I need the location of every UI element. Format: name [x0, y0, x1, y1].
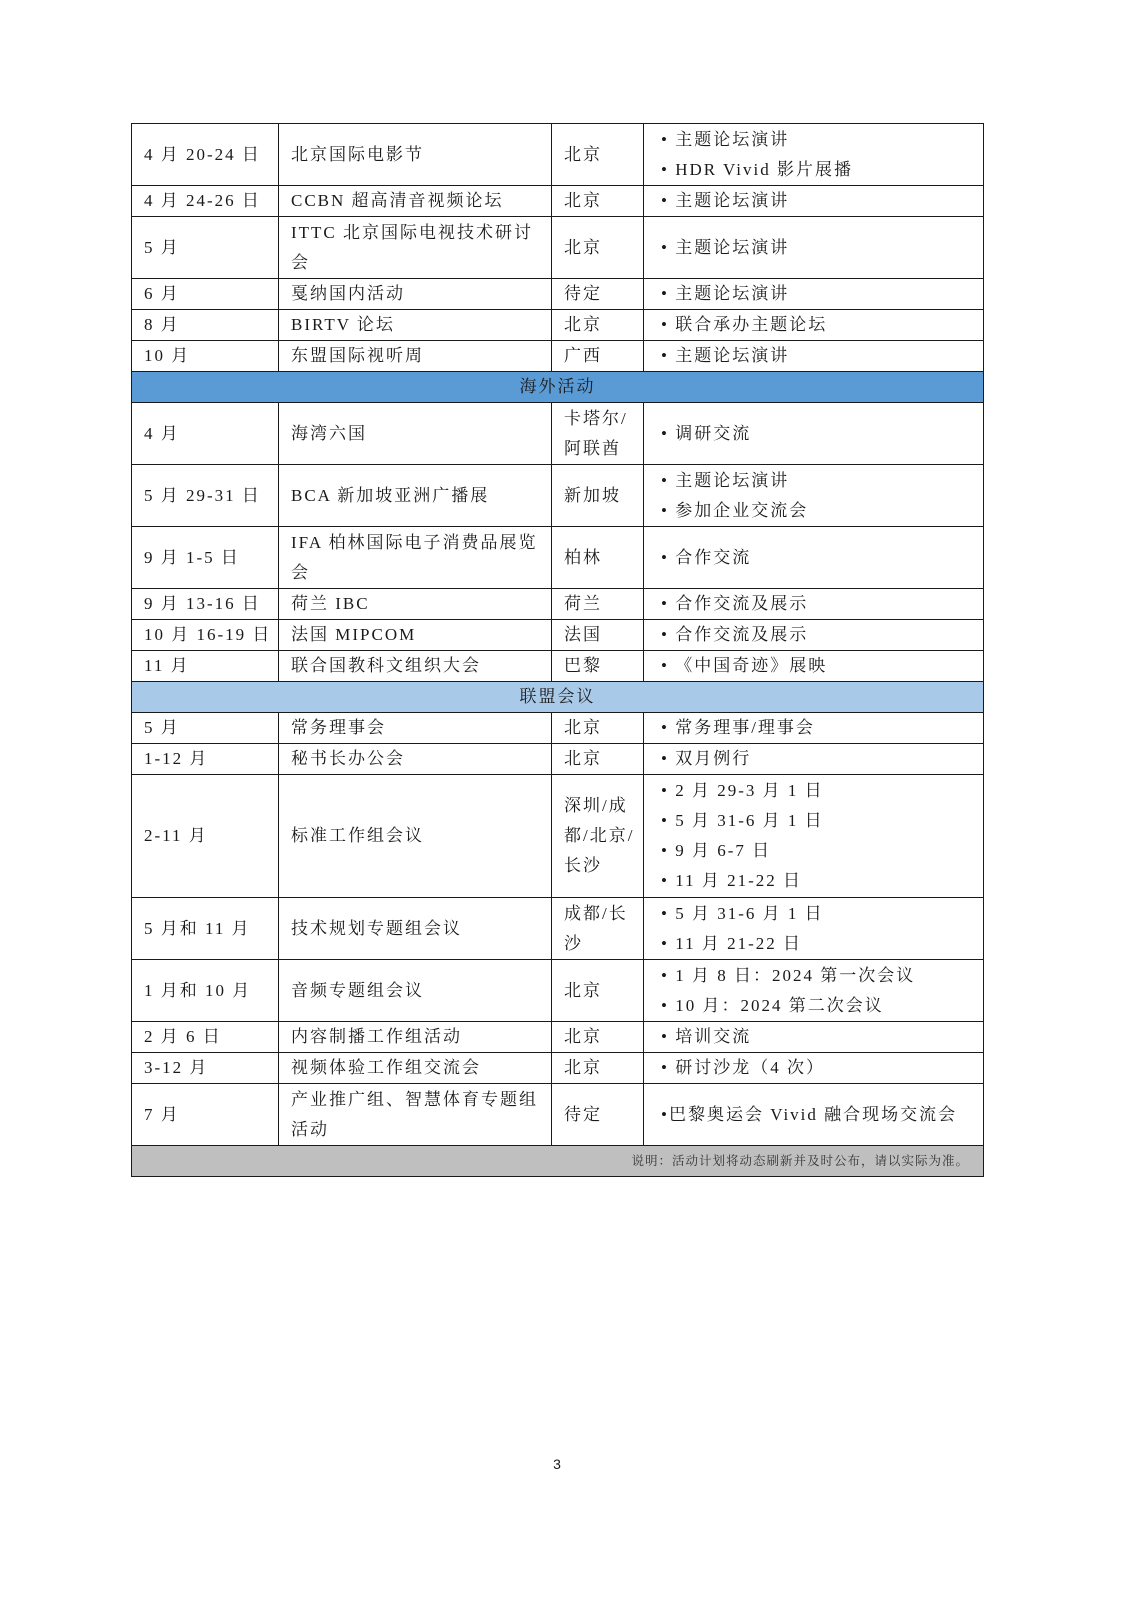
activity-item: • 11 月 21-22 日: [661, 871, 802, 890]
activity-item: • 调研交流: [661, 423, 752, 443]
activity-item: • 常务理事/理事会: [661, 718, 815, 737]
location-cell: 待定: [552, 1084, 644, 1146]
activity-cell: [644, 713, 984, 744]
activity-cell: [644, 403, 984, 465]
table-row: [132, 744, 984, 775]
event-cell: 戛纳国内活动: [279, 279, 552, 310]
date-cell: 3-12 月: [132, 1053, 279, 1084]
date-cell: 9 月 1-5 日: [132, 527, 279, 589]
event-cell: BCA 新加坡亚洲广播展: [279, 465, 552, 527]
table-row: [132, 465, 984, 527]
activity-cell: [644, 589, 984, 620]
activity-item: • 主题论坛演讲: [661, 284, 790, 303]
activity-cell: [644, 527, 984, 589]
event-cell: 常务理事会: [279, 713, 552, 744]
page-number: 3: [553, 1456, 561, 1472]
activity-item: • 合作交流及展示: [661, 625, 809, 644]
activity-item: • 1 月 8 日：2024 第一次会议: [661, 965, 916, 985]
activity-item: • 研讨沙龙（4 次）: [661, 1058, 825, 1077]
activity-cell: [644, 465, 984, 527]
activity-item: • 2 月 29-3 月 1 日: [661, 781, 824, 800]
table-row: [132, 124, 984, 186]
date-cell: 4 月 24-26 日: [132, 186, 279, 217]
table-row: [132, 960, 984, 1022]
event-cell: 荷兰 IBC: [279, 589, 552, 620]
table-row: [132, 527, 984, 589]
activity-cell: [644, 310, 984, 341]
date-cell: 6 月: [132, 279, 279, 310]
date-cell: 5 月: [132, 217, 279, 279]
table-row: [132, 1084, 984, 1146]
event-cell: 东盟国际视听周: [279, 341, 552, 372]
activity-cell: [644, 775, 984, 898]
table-row: [132, 403, 984, 465]
table-row: [132, 1022, 984, 1053]
note-row: [132, 1146, 984, 1177]
activity-cell: [644, 744, 984, 775]
event-cell: 内容制播工作组活动: [279, 1022, 552, 1053]
location-cell: 北京: [552, 1053, 644, 1084]
event-cell: 产业推广组、智慧体育专题组活动: [279, 1084, 552, 1146]
table-row: [132, 310, 984, 341]
date-cell: 10 月 16-19 日: [132, 620, 279, 651]
date-cell: 10 月: [132, 341, 279, 372]
location-cell: 北京: [552, 217, 644, 279]
location-cell: 北京: [552, 960, 644, 1022]
activity-item: • 9 月 6-7 日: [661, 841, 772, 860]
activity-item: • 合作交流: [661, 547, 752, 567]
location-cell: 北京: [552, 310, 644, 341]
activity-item: • 5 月 31-6 月 1 日: [661, 903, 824, 923]
date-cell: 8 月: [132, 310, 279, 341]
activity-cell: [644, 651, 984, 682]
activity-item: • 主题论坛演讲: [661, 237, 790, 257]
location-cell: 北京: [552, 713, 644, 744]
location-cell: 北京: [552, 744, 644, 775]
event-cell: 秘书长办公会: [279, 744, 552, 775]
activity-item: • 合作交流及展示: [661, 594, 809, 613]
activity-cell: [644, 279, 984, 310]
location-cell: 柏林: [552, 527, 644, 589]
table-row: [132, 589, 984, 620]
date-cell: 11 月: [132, 651, 279, 682]
table-row: [132, 341, 984, 372]
location-cell: 北京: [552, 186, 644, 217]
activity-cell: [644, 341, 984, 372]
event-cell: 标准工作组会议: [279, 775, 552, 898]
date-cell: 1 月和 10 月: [132, 960, 279, 1022]
date-cell: 7 月: [132, 1084, 279, 1146]
table-row: [132, 651, 984, 682]
activity-item: • 主题论坛演讲: [661, 470, 790, 490]
activity-item: • 主题论坛演讲: [661, 191, 790, 210]
event-cell: 技术规划专题组会议: [279, 898, 552, 960]
activity-item: • 10 月：2024 第二次会议: [661, 995, 884, 1015]
location-cell: 北京: [552, 1022, 644, 1053]
location-cell: 北京: [552, 124, 644, 186]
activity-item: • 双月例行: [661, 749, 752, 768]
date-cell: 5 月 29-31 日: [132, 465, 279, 527]
event-cell: 海湾六国: [279, 403, 552, 465]
date-cell: 4 月: [132, 403, 279, 465]
event-cell: IFA 柏林国际电子消费品展览会: [279, 527, 552, 589]
section-header-overseas: 海外活动: [132, 372, 984, 403]
activity-plan-table: [131, 123, 984, 1177]
activity-item: • HDR Vivid 影片展播: [661, 159, 853, 179]
table-row: [132, 620, 984, 651]
activity-item: • 培训交流: [661, 1027, 752, 1046]
activity-item: • 联合承办主题论坛: [661, 315, 828, 334]
location-cell: 新加坡: [552, 465, 644, 527]
date-cell: 2-11 月: [132, 775, 279, 898]
table-row: [132, 1053, 984, 1084]
event-cell: ITTC 北京国际电视技术研讨会: [279, 217, 552, 279]
table-row: [132, 775, 984, 898]
location-cell: 深圳/成都/北京/长沙: [552, 775, 644, 898]
table-row: [132, 713, 984, 744]
event-cell: BIRTV 论坛: [279, 310, 552, 341]
location-cell: 巴黎: [552, 651, 644, 682]
activity-cell: [644, 1084, 984, 1146]
table-row: [132, 279, 984, 310]
event-cell: 视频体验工作组交流会: [279, 1053, 552, 1084]
date-cell: 2 月 6 日: [132, 1022, 279, 1053]
activity-cell: [644, 186, 984, 217]
activity-item: • 主题论坛演讲: [661, 346, 790, 365]
activity-cell: [644, 620, 984, 651]
location-cell: 荷兰: [552, 589, 644, 620]
table-row: [132, 186, 984, 217]
event-cell: CCBN 超高清音视频论坛: [279, 186, 552, 217]
location-cell: 成都/长沙: [552, 898, 644, 960]
activity-item: • 5 月 31-6 月 1 日: [661, 811, 824, 830]
location-cell: 广西: [552, 341, 644, 372]
activity-cell: [644, 217, 984, 279]
event-cell: 音频专题组会议: [279, 960, 552, 1022]
date-cell: 5 月和 11 月: [132, 898, 279, 960]
table-row: [132, 898, 984, 960]
date-cell: 5 月: [132, 713, 279, 744]
activity-item: • 《中国奇迹》展映: [661, 656, 828, 675]
table-note: 说明：活动计划将动态刷新并及时公布，请以实际为准。: [132, 1146, 984, 1177]
activity-cell: [644, 960, 984, 1022]
location-cell: 法国: [552, 620, 644, 651]
section-header-row: [132, 372, 984, 403]
event-cell: 法国 MIPCOM: [279, 620, 552, 651]
section-header-alliance: 联盟会议: [132, 682, 984, 713]
date-cell: 4 月 20-24 日: [132, 124, 279, 186]
activity-cell: [644, 1053, 984, 1084]
event-cell: 北京国际电影节: [279, 124, 552, 186]
activity-item: • 主题论坛演讲: [661, 129, 790, 149]
date-cell: 9 月 13-16 日: [132, 589, 279, 620]
activity-item: • 11 月 21-22 日: [661, 933, 802, 953]
activity-item: •巴黎奥运会 Vivid 融合现场交流会: [661, 1104, 958, 1124]
location-cell: 待定: [552, 279, 644, 310]
activity-item: • 参加企业交流会: [661, 500, 809, 520]
table-row: [132, 217, 984, 279]
activity-cell: [644, 898, 984, 960]
section-header-row: [132, 682, 984, 713]
activity-cell: [644, 124, 984, 186]
date-cell: 1-12 月: [132, 744, 279, 775]
event-cell: 联合国教科文组织大会: [279, 651, 552, 682]
location-cell: 卡塔尔/阿联酋: [552, 403, 644, 465]
activity-cell: [644, 1022, 984, 1053]
